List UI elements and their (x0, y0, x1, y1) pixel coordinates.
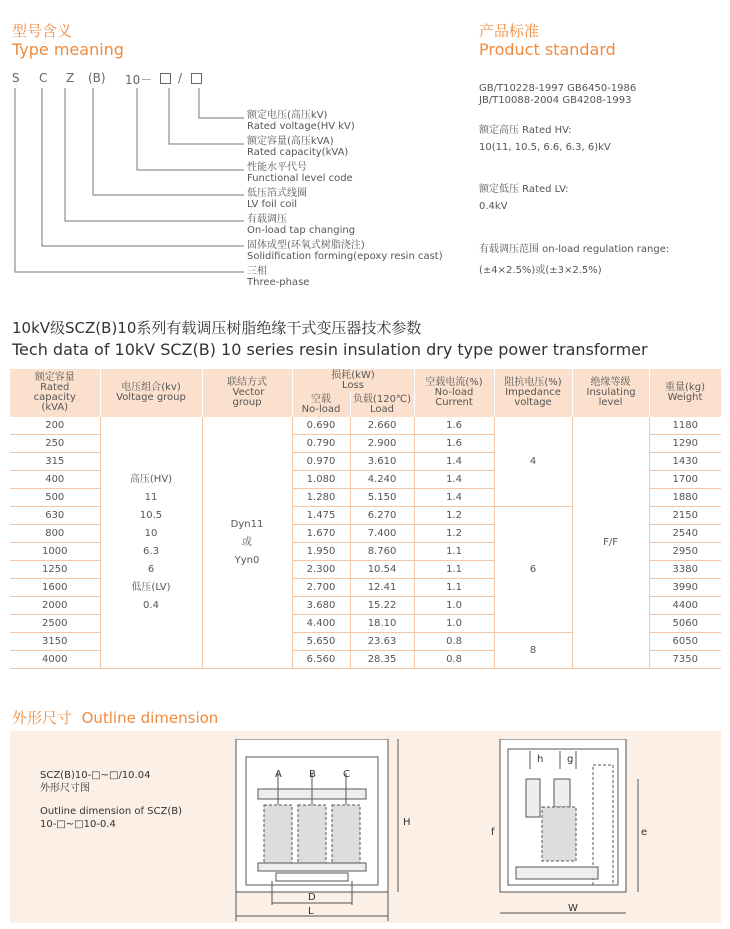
load-loss-cell: 12.41 (350, 579, 414, 597)
type-meaning-title-cn: 型号含义 (12, 22, 73, 40)
col-voltage-group: 电压组合(kv) Voltage group (100, 369, 202, 417)
type-item-en: On-load tap changing (247, 225, 356, 236)
front-view-drawing (228, 739, 428, 921)
col-vector-group: 联结方式 Vector group (202, 369, 292, 417)
tech-data-table (10, 369, 722, 669)
weight-cell: 2950 (649, 543, 721, 561)
noload-loss-cell: 1.950 (292, 543, 350, 561)
capacity-cell: 1000 (10, 543, 100, 561)
capacity-cell: 800 (10, 525, 100, 543)
type-item-en: Rated capacity(kVA) (247, 147, 349, 158)
noload-loss-cell: 6.560 (292, 651, 350, 669)
noload-loss-cell: 1.475 (292, 507, 350, 525)
noload-loss-cell: 3.680 (292, 597, 350, 615)
noload-current-cell: 1.1 (414, 579, 494, 597)
load-loss-cell: 23.63 (350, 633, 414, 651)
col-insulating: 绝缘等级 Insulating level (572, 369, 649, 417)
voltage-group-line: 6 (147, 563, 155, 575)
load-loss-cell: 4.240 (350, 471, 414, 489)
dim-l-label: L (308, 906, 314, 917)
noload-current-cell: 1.6 (414, 435, 494, 453)
voltage-group-line: 11 (144, 491, 158, 503)
outline-desc-1: SCZ(B)10-□~□/10.04 (40, 770, 151, 781)
col-load: 负载(120℃) Load (350, 393, 414, 417)
outline-panel (10, 731, 721, 923)
vector-group-line: Dyn11 (230, 518, 264, 530)
col-impedance: 阻抗电压(%) Impedance voltage (494, 369, 572, 417)
type-item-list (247, 110, 443, 288)
col-noload-current: 空载电流(%) No-load Current (414, 369, 494, 417)
insulating-cell: F/F (572, 417, 649, 669)
noload-loss-cell: 1.280 (292, 489, 350, 507)
capacity-cell: 4000 (10, 651, 100, 669)
noload-current-cell: 1.1 (414, 543, 494, 561)
weight-cell: 3990 (649, 579, 721, 597)
type-item-cn: 低压箔式线圈 (247, 188, 307, 199)
col-loss: 损耗(kW) Loss (292, 369, 414, 393)
noload-current-cell: 1.6 (414, 417, 494, 435)
code-b: (B) (88, 71, 106, 85)
weight-cell: 7350 (649, 651, 721, 669)
type-item-en: LV foil coil (247, 199, 298, 210)
code-z: Z (66, 71, 75, 85)
outline-title-en: Outline dimension (81, 709, 219, 727)
code-c: C (39, 71, 48, 85)
product-standard-title-cn: 产品标准 (479, 22, 540, 40)
weight-cell: 1180 (649, 417, 721, 435)
noload-current-cell: 1.4 (414, 489, 494, 507)
load-loss-cell: 2.660 (350, 417, 414, 435)
impedance-cell: 4 (494, 417, 572, 507)
voltage-group-line: 10 (144, 527, 158, 539)
load-loss-cell: 6.270 (350, 507, 414, 525)
voltage-group-line: 6.3 (143, 545, 159, 557)
capacity-cell: 3150 (10, 633, 100, 651)
side-view-drawing (490, 739, 650, 921)
phase-a-label: A (275, 769, 282, 780)
outline-title (12, 707, 218, 728)
rated-hv-label: 额定高压 Rated HV: (479, 125, 572, 136)
type-item-cn: 性能水平代号 (247, 162, 307, 173)
noload-current-cell: 0.8 (414, 633, 494, 651)
code-10: 10－ (125, 73, 153, 87)
capacity-cell: 1600 (10, 579, 100, 597)
standard-line-2: JB/T10088-2004 GB4208-1993 (479, 95, 632, 106)
capacity-cell: 2000 (10, 597, 100, 615)
load-loss-cell: 7.400 (350, 525, 414, 543)
load-loss-cell: 3.610 (350, 453, 414, 471)
outline-title-cn: 外形尺寸 (12, 709, 73, 727)
col-capacity: 额定容量 Rated capacity (kVA) (10, 369, 100, 417)
noload-current-cell: 1.4 (414, 453, 494, 471)
dim-g-label: g (567, 754, 574, 765)
noload-current-cell: 1.0 (414, 597, 494, 615)
type-item-cn: 三相 (247, 266, 267, 277)
capacity-cell: 630 (10, 507, 100, 525)
rated-hv-value: 10(11, 10.5, 6.6, 6.3, 6)kV (479, 142, 611, 153)
type-meaning-title-en: Type meaning (12, 40, 124, 59)
noload-loss-cell: 4.400 (292, 615, 350, 633)
weight-cell: 1290 (649, 435, 721, 453)
capacity-cell: 400 (10, 471, 100, 489)
table-row (10, 417, 721, 435)
outline-desc-3: Outline dimension of SCZ(B) (40, 806, 182, 817)
noload-current-cell: 1.2 (414, 507, 494, 525)
dim-h-small-label: h (537, 754, 544, 765)
weight-cell: 6050 (649, 633, 721, 651)
load-loss-cell: 28.35 (350, 651, 414, 669)
phase-c-label: C (343, 769, 350, 780)
noload-loss-cell: 1.670 (292, 525, 350, 543)
voltage-group-line: 0.4 (143, 599, 159, 611)
vector-group-line: Yyn0 (234, 554, 260, 566)
tech-title-en: Tech data of 10kV SCZ(B) 10 series resin insulation dry type power transformer (12, 340, 648, 359)
weight-cell: 1700 (649, 471, 721, 489)
outline-desc-4: 10-□~□10-0.4 (40, 819, 116, 830)
load-loss-cell: 10.54 (350, 561, 414, 579)
load-loss-cell: 18.10 (350, 615, 414, 633)
phase-b-label: B (309, 769, 316, 780)
capacity-cell: 315 (10, 453, 100, 471)
capacity-cell: 250 (10, 435, 100, 453)
capacity-cell: 1250 (10, 561, 100, 579)
regulation-range-label: 有载调压范围 on-load regulation range: (479, 244, 670, 255)
noload-current-cell: 1.0 (414, 615, 494, 633)
type-item-en: Solidification forming(epoxy resin cast) (247, 251, 443, 262)
dim-w-label: W (568, 903, 578, 914)
type-item-en: Three-phase (247, 277, 310, 288)
noload-current-cell: 1.2 (414, 525, 494, 543)
noload-loss-cell: 0.970 (292, 453, 350, 471)
type-meaning-leader-lines (0, 0, 260, 300)
weight-cell: 1880 (649, 489, 721, 507)
type-item-cn: 有载调压 (247, 214, 287, 225)
impedance-cell: 6 (494, 507, 572, 633)
type-item-cn: 额定容量(高压kVA) (247, 136, 334, 147)
standard-line-1: GB/T10228-1997 GB6450-1986 (479, 83, 637, 94)
weight-cell: 2150 (649, 507, 721, 525)
weight-cell: 2540 (649, 525, 721, 543)
type-item-cn: 固体成型(环氧式树脂浇注) (247, 240, 365, 251)
dim-d-label: D (308, 892, 316, 903)
weight-cell: 4400 (649, 597, 721, 615)
capacity-cell: 200 (10, 417, 100, 435)
outline-desc-2: 外形尺寸图 (40, 783, 90, 794)
col-weight: 重量(kg) Weight (649, 369, 721, 417)
vector-group-line: 或 (242, 536, 252, 548)
noload-loss-cell: 0.690 (292, 417, 350, 435)
code-s: S (12, 71, 20, 85)
type-item-en: Rated voltage(HV kV) (247, 121, 355, 132)
noload-loss-cell: 1.080 (292, 471, 350, 489)
noload-current-cell: 0.8 (414, 651, 494, 669)
vector-group-cell (202, 417, 292, 669)
col-noload: 空载 No-load (292, 393, 350, 417)
load-loss-cell: 5.150 (350, 489, 414, 507)
noload-loss-cell: 0.790 (292, 435, 350, 453)
regulation-range-value: (±4×2.5%)或(±3×2.5%) (479, 265, 602, 276)
height-h-label: H (403, 817, 411, 828)
weight-cell: 5060 (649, 615, 721, 633)
voltage-group-cell (100, 417, 202, 669)
load-loss-cell: 15.22 (350, 597, 414, 615)
impedance-cell: 8 (494, 633, 572, 669)
load-loss-cell: 2.900 (350, 435, 414, 453)
voltage-group-line: 10.5 (139, 509, 163, 521)
noload-current-cell: 1.1 (414, 561, 494, 579)
product-standard-title-en: Product standard (479, 40, 616, 59)
type-item-cn: 额定电压(高压kV) (247, 110, 328, 121)
dim-f-label: f (491, 827, 495, 838)
dim-e-label: e (641, 827, 648, 838)
noload-current-cell: 1.4 (414, 471, 494, 489)
rated-lv-label: 额定低压 Rated LV: (479, 184, 569, 195)
noload-loss-cell: 2.300 (292, 561, 350, 579)
code-slash: / (178, 71, 183, 85)
weight-cell: 3380 (649, 561, 721, 579)
weight-cell: 1430 (649, 453, 721, 471)
tech-title-cn: 10kV级SCZ(B)10系列有载调压树脂绝缘干式变压器技术参数 (12, 319, 422, 337)
noload-loss-cell: 2.700 (292, 579, 350, 597)
voltage-group-line: 高压(HV) (129, 473, 173, 485)
rated-lv-value: 0.4kV (479, 201, 508, 212)
noload-loss-cell: 5.650 (292, 633, 350, 651)
voltage-group-line: 低压(LV) (131, 581, 171, 593)
capacity-cell: 500 (10, 489, 100, 507)
load-loss-cell: 8.760 (350, 543, 414, 561)
type-item-en: Functional level code (247, 173, 353, 184)
capacity-cell: 2500 (10, 615, 100, 633)
